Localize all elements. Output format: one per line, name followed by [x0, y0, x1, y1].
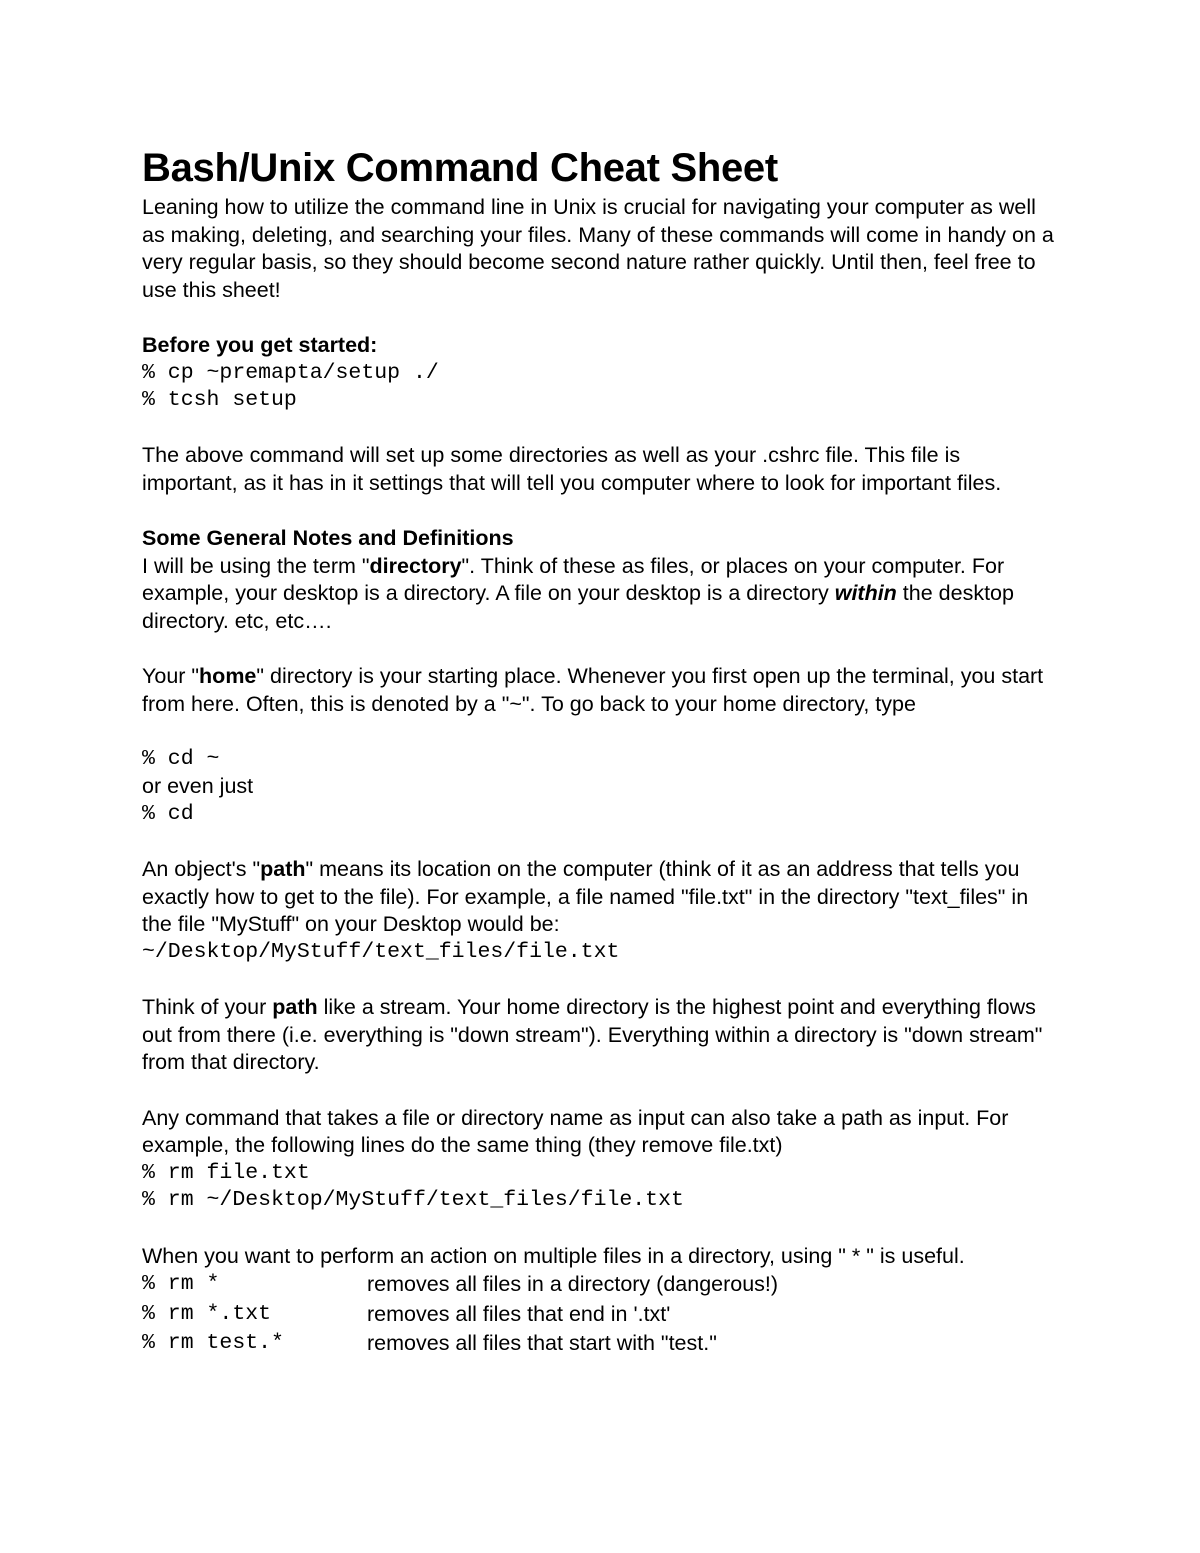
path-paragraph: An object's "path" means its location on the computer (think of it as an address that tells you exactly how to get to the file). For example, a file named "file.txt" in the directory "text_files" in the file "MyStuff" on your Desktop would be:: [142, 857, 1029, 937]
within-emphasis: within: [834, 581, 897, 606]
path-term-2: path: [272, 995, 318, 1020]
wildcard-row: [142, 1329, 1060, 1359]
setup-command-2: % tcsh setup: [142, 388, 297, 413]
home-term: home: [199, 664, 257, 689]
any-command-paragraph: Any command that takes a file or directory name as input can also take a path as input. For example, the following lines do the same thing (they remove file.txt): [142, 1105, 1009, 1158]
rm-command-2: % rm ~/Desktop/MyStuff/text_files/file.txt: [142, 1188, 684, 1213]
cd-home-command: % cd ~: [142, 746, 220, 771]
wildcard-paragraph: When you want to perform an action on multiple files in a directory, using " * " is useful.: [142, 1243, 965, 1268]
setup-note: The above command will set up some directories as well as your .cshrc file. This file is important, as it has in it settings that will tell you computer where to look for important files.: [142, 443, 1002, 495]
wildcard-desc: removes all files that start with "test.": [367, 1331, 717, 1356]
home-paragraph: Your "home" directory is your starting place. Whenever you first open up the terminal, you start from here. Often, this is denoted by a "~". To go back to your home directory, type: [142, 664, 1044, 716]
stream-paragraph: Think of your path like a stream. Your home directory is the highest point and everything flows out from there (i.e. everything is "down stream"). Everything within a directory is "down stream" from that directory.: [142, 995, 1043, 1075]
wildcard-row: [142, 1300, 1060, 1330]
directory-term: directory: [369, 553, 462, 578]
before-heading: Before you get started:: [142, 332, 378, 357]
setup-command-1: % cp ~premapta/setup ./: [142, 360, 439, 385]
wildcard-desc: removes all files in a directory (dangerous!): [367, 1272, 779, 1297]
path-example: ~/Desktop/MyStuff/text_files/file.txt: [142, 940, 620, 965]
cd-or-text: or even just: [142, 774, 254, 799]
wildcard-cmd: % rm *.txt: [142, 1301, 272, 1326]
wildcard-cmd: % rm test.*: [142, 1331, 284, 1356]
directory-paragraph: I will be using the term "directory". Think of these as files, or places on your computer. For example, your desktop is a directory. A file on your desktop is a directory within the desktop directory. etc, etc….: [142, 553, 1014, 633]
cd-command: % cd: [142, 802, 194, 827]
wildcard-desc: removes all files that end in '.txt': [367, 1301, 671, 1326]
rm-command-1: % rm file.txt: [142, 1160, 310, 1185]
wildcard-cmd: % rm *: [142, 1272, 220, 1297]
page-title: Bash/Unix Command Cheat Sheet: [142, 146, 778, 190]
path-term: path: [260, 857, 306, 882]
general-heading: Some General Notes and Definitions: [142, 526, 514, 551]
intro-paragraph: Leaning how to utilize the command line in Unix is crucial for navigating your computer as well as making, deleting, and searching your files. Many of these commands will come in handy on a very regular basis, so they should become second nature rather quickly. Until then, feel free to use this sheet!: [142, 195, 1054, 302]
wildcard-row: [142, 1270, 1060, 1300]
